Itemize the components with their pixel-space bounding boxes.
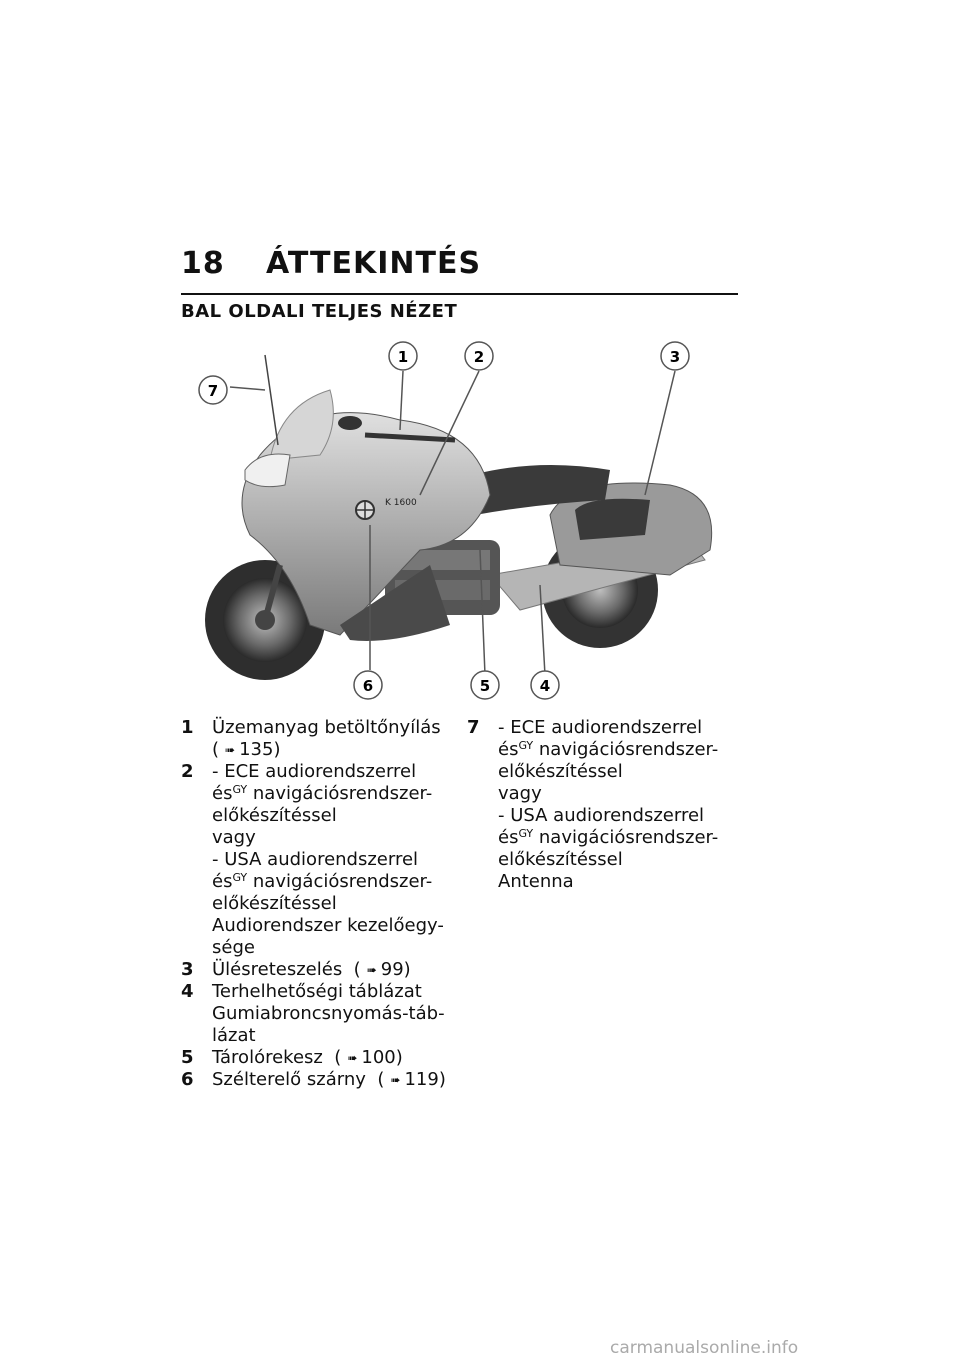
item-text: vagy (498, 783, 542, 804)
callout-7: 7 (207, 382, 219, 400)
reference-number: 100 (361, 1047, 396, 1068)
item-text: - ECE audiorendszerrel (498, 717, 703, 738)
item-number: 5 (181, 1047, 194, 1068)
section-title: BAL OLDALI TELJES NÉZET (181, 301, 458, 322)
list-item (181, 959, 451, 981)
page-reference[interactable]: ( ➠ 135) (212, 739, 281, 760)
page-reference[interactable]: ( ➠ 119) (377, 1069, 446, 1090)
logo-text: K 1600 (385, 498, 417, 508)
item-number: 7 (467, 717, 480, 738)
callout-3: 3 (669, 348, 681, 366)
item-number: 6 (181, 1069, 194, 1090)
item-text: sége (212, 937, 255, 958)
reference-number: 99 (380, 959, 404, 980)
gy-superscript: GY (232, 871, 248, 884)
callout-2: 2 (473, 348, 485, 366)
item-number: 3 (181, 959, 194, 980)
item-text: Üzemanyag betöltőnyílás (212, 717, 441, 738)
item-text: Terhelhetőségi táblázat (212, 981, 422, 1002)
item-number: 4 (181, 981, 194, 1002)
item-text: előkészítéssel (498, 849, 623, 870)
gy-superscript: GY (518, 827, 534, 840)
callout-5: 5 (479, 677, 491, 695)
arrow-right-icon: ➠ (366, 963, 377, 977)
page-number: 18 (181, 246, 225, 281)
item-text: - USA audiorendszerrel (212, 849, 419, 870)
list-item (181, 717, 451, 761)
arrow-right-icon: ➠ (225, 743, 236, 757)
legend-column-right (467, 717, 737, 893)
page-reference[interactable]: ( ➠ 100) (334, 1047, 403, 1068)
reference-number: 119 (404, 1069, 439, 1090)
item-text: előkészítéssel (212, 805, 337, 826)
watermark: carmanualsonline.info (610, 1338, 799, 1358)
item-text: előkészítéssel (212, 893, 337, 914)
callout-6: 6 (362, 677, 374, 695)
chapter-title: ÁTTEKINTÉS (266, 246, 482, 281)
list-item (467, 717, 737, 893)
page-reference[interactable]: ( ➠ 99) (353, 959, 411, 980)
item-text: Ülésreteszelés ( ➠ 99) (212, 959, 411, 980)
arrow-right-icon: ➠ (347, 1051, 358, 1065)
item-text: Gumiabroncsnyomás-táb- (212, 1003, 445, 1024)
gy-superscript: GY (518, 739, 534, 752)
item-text: Antenna (498, 871, 574, 892)
item-text: $és^{GY}$ navigációsrendszer- (498, 739, 719, 760)
item-text: vagy (212, 827, 256, 848)
item-text: Audiorendszer kezelőegy- (212, 915, 444, 936)
callout-1: 1 (397, 348, 409, 366)
windscreen (270, 390, 333, 460)
item-text: Szélterelő szárny ( ➠ 119) (212, 1069, 446, 1090)
item-text: lázat (212, 1025, 256, 1046)
item-text: $és^{GY}$ navigációsrendszer- (498, 827, 719, 848)
item-text: $és^{GY}$ navigációsrendszer- (212, 871, 433, 892)
list-item (181, 981, 451, 1047)
callout-4: 4 (539, 677, 551, 695)
item-number: 1 (181, 717, 194, 738)
gy-superscript: GY (232, 783, 248, 796)
list-item (181, 761, 451, 959)
header-rule (181, 293, 738, 295)
item-text: Tárolórekesz ( ➠ 100) (212, 1047, 403, 1068)
item-text: előkészítéssel (498, 761, 623, 782)
item-text: - USA audiorendszerrel (498, 805, 705, 826)
list-item (181, 1047, 451, 1069)
legend-column-left (181, 717, 451, 1091)
item-number: 2 (181, 761, 194, 782)
item-text: $és^{GY}$ navigációsrendszer- (212, 783, 433, 804)
reference-number: 135 (239, 739, 274, 760)
motorcycle-illustration (190, 335, 730, 710)
item-text: - ECE audiorendszerrel (212, 761, 417, 782)
list-item (181, 1069, 451, 1091)
arrow-right-icon: ➠ (390, 1073, 401, 1087)
motorcycle-svg (190, 335, 730, 710)
